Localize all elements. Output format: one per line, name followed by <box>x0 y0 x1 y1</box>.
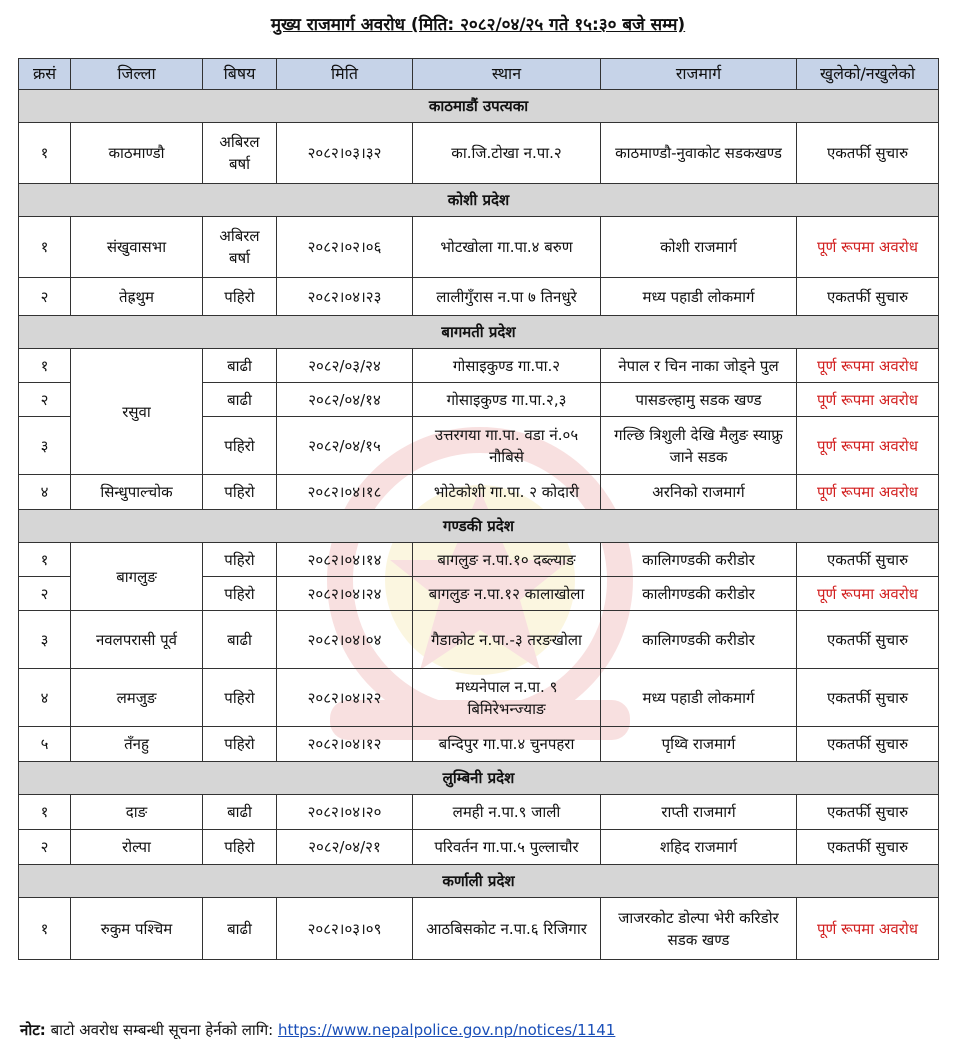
cell-date: २०८२/०४/२१ <box>277 830 413 865</box>
header-sn: क्रसं <box>19 59 71 90</box>
cell-status: पूर्ण रूपमा अवरोध <box>797 577 939 611</box>
cell-location: गोसाइकुण्ड गा.पा.२ <box>413 349 601 383</box>
table-row <box>19 611 939 669</box>
cell-subject: बाढी <box>203 898 277 960</box>
cell-date: २०८२।०२।०६ <box>277 217 413 278</box>
cell-subject: पहिरो <box>203 669 277 727</box>
cell-subject: पहिरो <box>203 830 277 865</box>
cell-highway: मध्य पहाडी लोकमार्ग <box>601 669 797 727</box>
cell-status: एकतर्फी सुचारु <box>797 830 939 865</box>
table-row <box>19 123 939 184</box>
region-row-koshi <box>19 184 939 217</box>
cell-highway: पासङल्हामु सडक खण्ड <box>601 383 797 417</box>
cell-sn: १ <box>19 543 71 577</box>
cell-subject: बाढी <box>203 383 277 417</box>
cell-date: २०८२।०३।३२ <box>277 123 413 184</box>
cell-location: बागलुङ न.पा.१० दब्ल्याङ <box>413 543 601 577</box>
cell-location: भोटेकोशी गा.पा. २ कोदारी <box>413 475 601 510</box>
region-label: बागमती प्रदेश <box>19 316 939 349</box>
cell-sn: १ <box>19 123 71 184</box>
cell-sn: १ <box>19 898 71 960</box>
cell-sn: १ <box>19 349 71 383</box>
cell-district: तेह्रथुम <box>71 278 203 316</box>
cell-subject: अबिरल बर्षा <box>203 217 277 278</box>
cell-highway: कोशी राजमार्ग <box>601 217 797 278</box>
table-row <box>19 669 939 727</box>
cell-district: तँनहु <box>71 727 203 762</box>
cell-date: २०८२/०४/१४ <box>277 383 413 417</box>
cell-highway: नेपाल र चिन नाका जोड्ने पुल <box>601 349 797 383</box>
cell-status: पूर्ण रूपमा अवरोध <box>797 349 939 383</box>
cell-location: परिवर्तन गा.पा.५ पुल्लाचौर <box>413 830 601 865</box>
cell-district: रसुवा <box>71 349 203 475</box>
cell-date: २०८२।०४।२० <box>277 795 413 830</box>
header-highway: राजमार्ग <box>601 59 797 90</box>
table-row <box>19 727 939 762</box>
cell-district: दाङ <box>71 795 203 830</box>
cell-sn: ४ <box>19 669 71 727</box>
cell-location: आठबिसकोट न.पा.६ रिजिगार <box>413 898 601 960</box>
page-title: मुख्य राजमार्ग अवरोध (मिति: २०८२/०४/२५ गते १५:३० बजे सम्म) <box>270 15 686 35</box>
cell-sn: ३ <box>19 611 71 669</box>
region-label: कर्णाली प्रदेश <box>19 865 939 898</box>
cell-location: लालीगुँरास न.पा ७ तिनधुरे <box>413 278 601 316</box>
cell-district: सिन्धुपाल्चोक <box>71 475 203 510</box>
cell-district: लमजुङ <box>71 669 203 727</box>
cell-status: एकतर्फी सुचारु <box>797 123 939 184</box>
region-label: कोशी प्रदेश <box>19 184 939 217</box>
cell-subject: पहिरो <box>203 278 277 316</box>
cell-sn: २ <box>19 577 71 611</box>
table-row <box>19 898 939 960</box>
cell-location: भोटखोला गा.पा.४ बरुण <box>413 217 601 278</box>
notice-link[interactable]: https://www.nepalpolice.gov.np/notices/1141 <box>277 1021 616 1039</box>
cell-subject: बाढी <box>203 349 277 383</box>
cell-location: लमही न.पा.९ जाली <box>413 795 601 830</box>
cell-date: २०८२।०४।२३ <box>277 278 413 316</box>
note-text: बाटो अवरोध सम्बन्धी सूचना हेर्नको लागि: <box>50 1021 274 1039</box>
cell-district: रुकुम पश्चिम <box>71 898 203 960</box>
cell-district: काठमाण्डौ <box>71 123 203 184</box>
region-row-bagmati <box>19 316 939 349</box>
cell-status: एकतर्फी सुचारु <box>797 727 939 762</box>
region-label: गण्डकी प्रदेश <box>19 510 939 543</box>
cell-district: नवलपरासी पूर्व <box>71 611 203 669</box>
cell-status: पूर्ण रूपमा अवरोध <box>797 217 939 278</box>
region-label: काठमाडौं उपत्यका <box>19 90 939 123</box>
cell-highway: कालीगण्डकी करीडोर <box>601 577 797 611</box>
cell-sn: १ <box>19 217 71 278</box>
cell-status: पूर्ण रूपमा अवरोध <box>797 383 939 417</box>
cell-date: २०८२।०४।१२ <box>277 727 413 762</box>
header-location: स्थान <box>413 59 601 90</box>
cell-status: पूर्ण रूपमा अवरोध <box>797 898 939 960</box>
table-header-row <box>19 59 939 90</box>
table-row <box>19 795 939 830</box>
cell-location: उत्तरगया गा.पा. वडा नं.०५ नौबिसे <box>413 417 601 475</box>
cell-location: मध्यनेपाल न.पा. ९ बिमिरेभन्ज्याङ <box>413 669 601 727</box>
header-subject: बिषय <box>203 59 277 90</box>
cell-location: बागलुङ न.पा.१२ कालाखोला <box>413 577 601 611</box>
footer-note <box>20 1020 615 1040</box>
table-row <box>19 830 939 865</box>
cell-highway: गल्छि त्रिशुली देखि मैलुङ स्याफ्रु जाने सडक <box>601 417 797 475</box>
cell-sn: ४ <box>19 475 71 510</box>
cell-sn: ५ <box>19 727 71 762</box>
table-row <box>19 349 939 383</box>
cell-subject: पहिरो <box>203 543 277 577</box>
cell-district: संखुवासभा <box>71 217 203 278</box>
cell-date: २०८२/०३/२४ <box>277 349 413 383</box>
cell-status: एकतर्फी सुचारु <box>797 543 939 577</box>
cell-date: २०८२।०४।०४ <box>277 611 413 669</box>
header-status: खुलेको/नखुलेको <box>797 59 939 90</box>
cell-date: २०८२।०४।१८ <box>277 475 413 510</box>
cell-district: बागलुङ <box>71 543 203 611</box>
cell-date: २०८२।०४।२२ <box>277 669 413 727</box>
cell-highway: मध्य पहाडी लोकमार्ग <box>601 278 797 316</box>
cell-highway: कालिगण्डकी करीडोर <box>601 611 797 669</box>
cell-subject: पहिरो <box>203 727 277 762</box>
cell-highway: पृथ्वि राजमार्ग <box>601 727 797 762</box>
region-row-lumbini <box>19 762 939 795</box>
cell-location: गोसाइकुण्ड गा.पा.२,३ <box>413 383 601 417</box>
region-row-kathmandu <box>19 90 939 123</box>
cell-status: एकतर्फी सुचारु <box>797 669 939 727</box>
cell-location: बन्दिपुर गा.पा.४ चुनपहरा <box>413 727 601 762</box>
cell-highway: जाजरकोट डोल्पा भेरी करिडोर सडक खण्ड <box>601 898 797 960</box>
cell-date: २०८२।०३।०९ <box>277 898 413 960</box>
region-row-karnali <box>19 865 939 898</box>
cell-subject: पहिरो <box>203 577 277 611</box>
cell-status: पूर्ण रूपमा अवरोध <box>797 475 939 510</box>
cell-highway: कालिगण्डकी करीडोर <box>601 543 797 577</box>
cell-date: २०८२/०४/१५ <box>277 417 413 475</box>
cell-subject: अबिरल बर्षा <box>203 123 277 184</box>
cell-date: २०८२।०४।१४ <box>277 543 413 577</box>
cell-sn: २ <box>19 278 71 316</box>
cell-status: एकतर्फी सुचारु <box>797 278 939 316</box>
cell-sn: २ <box>19 383 71 417</box>
cell-location: गैडाकोट न.पा.-३ तरङखोला <box>413 611 601 669</box>
cell-subject: बाढी <box>203 795 277 830</box>
cell-highway: राप्ती राजमार्ग <box>601 795 797 830</box>
cell-date: २०८२।०४।२४ <box>277 577 413 611</box>
highway-obstruction-table <box>18 58 939 960</box>
cell-district: रोल्पा <box>71 830 203 865</box>
cell-location: का.जि.टोखा न.पा.२ <box>413 123 601 184</box>
region-row-gandaki <box>19 510 939 543</box>
header-district: जिल्ला <box>71 59 203 90</box>
table-row <box>19 278 939 316</box>
header-date: मिति <box>277 59 413 90</box>
table-row <box>19 217 939 278</box>
cell-highway: अरनिको राजमार्ग <box>601 475 797 510</box>
cell-subject: बाढी <box>203 611 277 669</box>
cell-highway: शहिद राजमार्ग <box>601 830 797 865</box>
cell-subject: पहिरो <box>203 417 277 475</box>
region-label: लुम्बिनी प्रदेश <box>19 762 939 795</box>
cell-subject: पहिरो <box>203 475 277 510</box>
cell-highway: काठमाण्डौ-नुवाकोट सडकखण्ड <box>601 123 797 184</box>
cell-status: एकतर्फी सुचारु <box>797 795 939 830</box>
cell-sn: २ <box>19 830 71 865</box>
table-row <box>19 543 939 577</box>
cell-status: एकतर्फी सुचारु <box>797 611 939 669</box>
cell-status: पूर्ण रूपमा अवरोध <box>797 417 939 475</box>
cell-sn: १ <box>19 795 71 830</box>
table-row <box>19 475 939 510</box>
cell-sn: ३ <box>19 417 71 475</box>
note-label: नोट: <box>20 1021 46 1039</box>
